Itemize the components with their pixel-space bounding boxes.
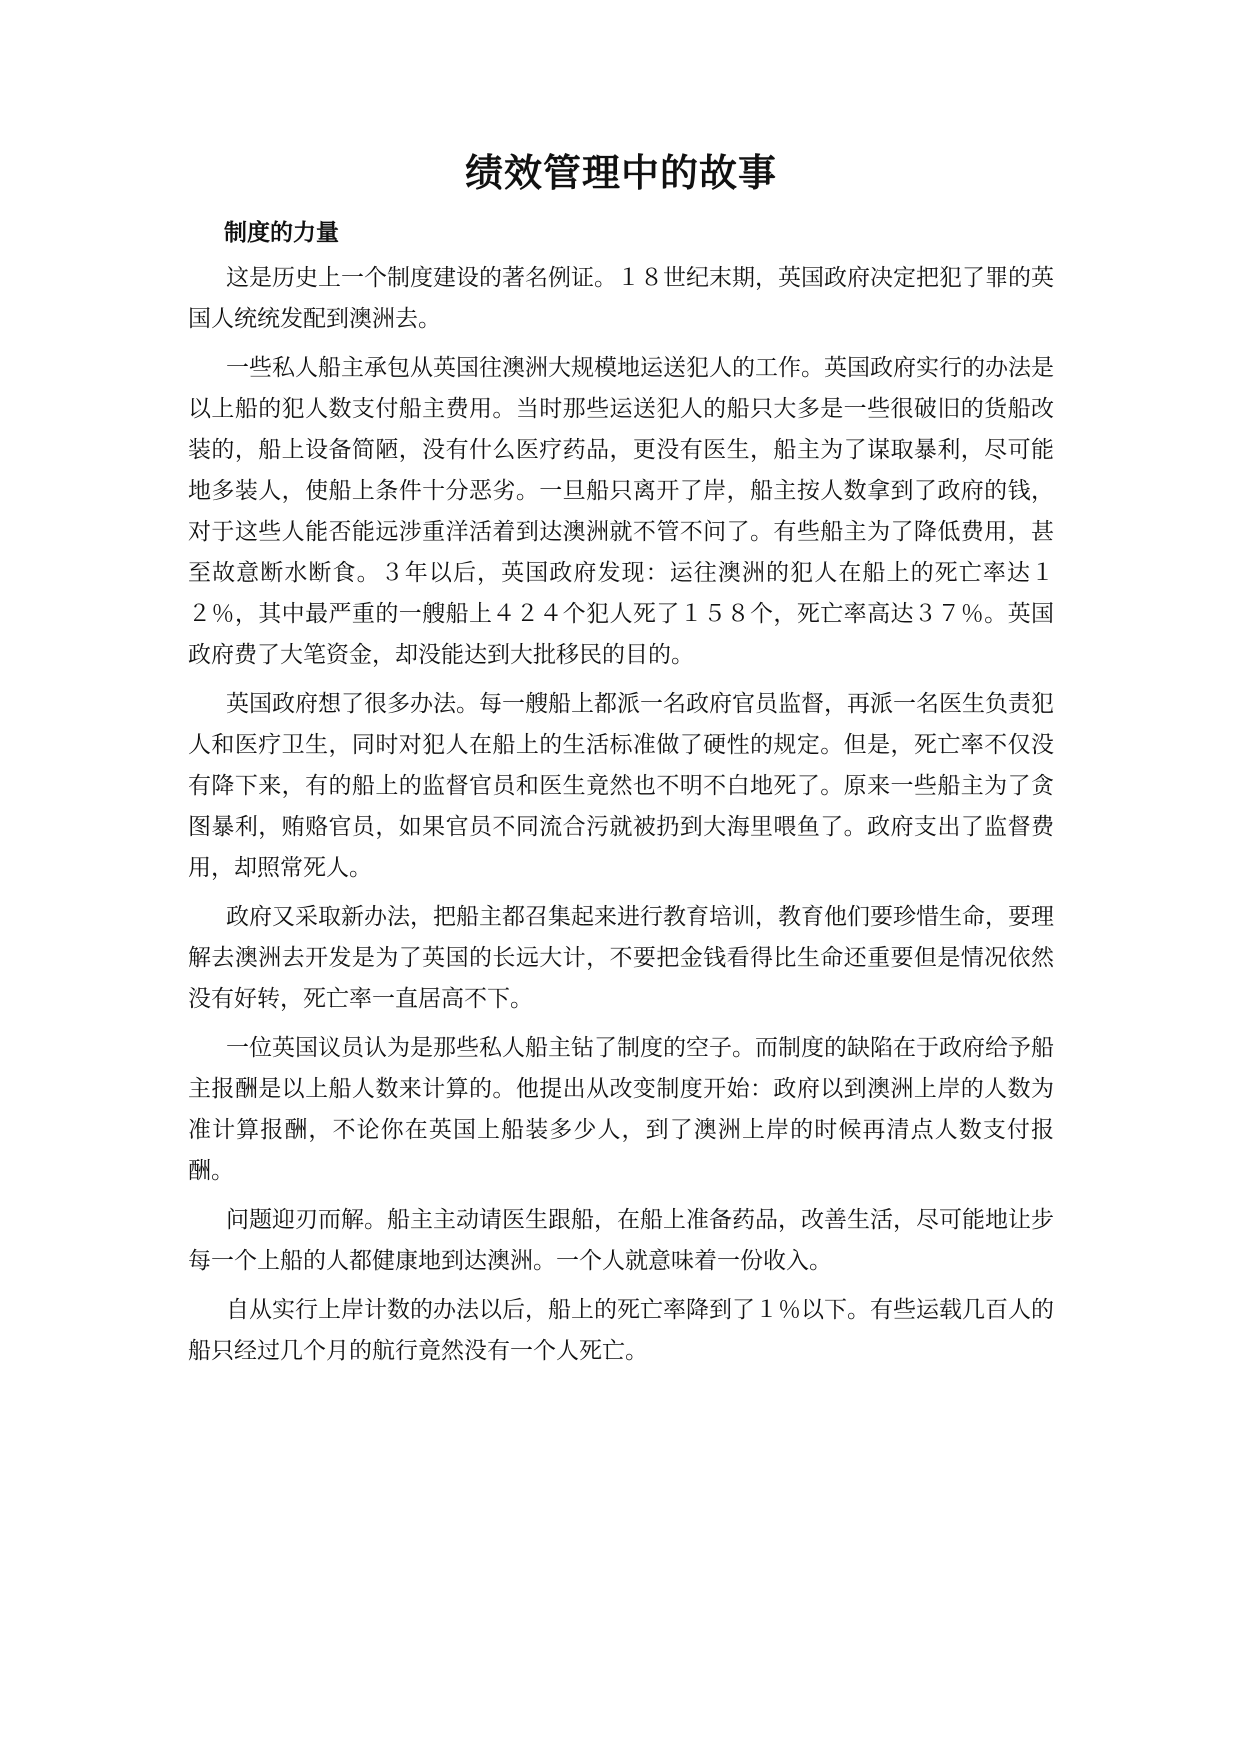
document-page — [188, 148, 1054, 1380]
paragraph-4: 政府又采取新办法，把船主都召集起来进行教育培训，教育他们要珍惜生命，要理解去澳洲去开发是为了英国的长远大计，不要把金钱看得比生命还重要但是情况依然没有好转，死亡率一直居高不下。 — [188, 904, 1054, 1012]
paragraph-1: 这是历史上一个制度建设的著名例证。１８世纪末期，英国政府决定把犯了罪的英国人统统发配到澳洲去。 — [188, 265, 1054, 332]
paragraph-7: 自从实行上岸计数的办法以后，船上的死亡率降到了１％以下。有些运载几百人的船只经过几个月的航行竟然没有一个人死亡。 — [188, 1297, 1054, 1364]
paragraph-5: 一位英国议员认为是那些私人船主钻了制度的空子。而制度的缺陷在于政府给予船主报酬是以上船人数来计算的。他提出从改变制度开始：政府以到澳洲上岸的人数为准计算报酬，不论你在英国上船装多少人，到了澳洲上岸的时候再清点人数支付报酬。 — [188, 1035, 1054, 1184]
paragraph-6: 问题迎刃而解。船主主动请医生跟船，在船上准备药品，改善生活，尽可能地让步每一个上船的人都健康地到达澳洲。一个人就意味着一份收入。 — [188, 1207, 1054, 1274]
paragraph-3: 英国政府想了很多办法。每一艘船上都派一名政府官员监督，再派一名医生负责犯人和医疗卫生，同时对犯人在船上的生活标准做了硬性的规定。但是，死亡率不仅没有降下来，有的船上的监督官员和医生竟然也不明不白地死了。原来一些船主为了贪图暴利，贿赂官员，如果官员不同流合污就被扔到大海里喂鱼了。政府支出了监督费用，却照常死人。 — [188, 691, 1054, 881]
section-title: 制度的力量 — [224, 219, 339, 246]
document-title: 绩效管理中的故事 — [464, 150, 777, 195]
paragraph-2: 一些私人船主承包从英国往澳洲大规模地运送犯人的工作。英国政府实行的办法是以上船的犯人数支付船主费用。当时那些运送犯人的船只大多是一些很破旧的货船改装的，船上设备简陋，没有什么医疗药品，更没有医生，船主为了谋取暴利，尽可能地多装人，使船上条件十分恶劣。一旦船只离开了岸，船主按人数拿到了政府的钱，对于这些人能否能远涉重洋活着到达澳洲就不管不问了。有些船主为了降低费用，甚至故意断水断食。３年以后，英国政府发现：运往澳洲的犯人在船上的死亡率达１２％，其中最严重的一艘船上４２４个犯人死了１５８个，死亡率高达３７％。英国政府费了大笔资金，却没能达到大批移民的目的。 — [188, 355, 1054, 668]
